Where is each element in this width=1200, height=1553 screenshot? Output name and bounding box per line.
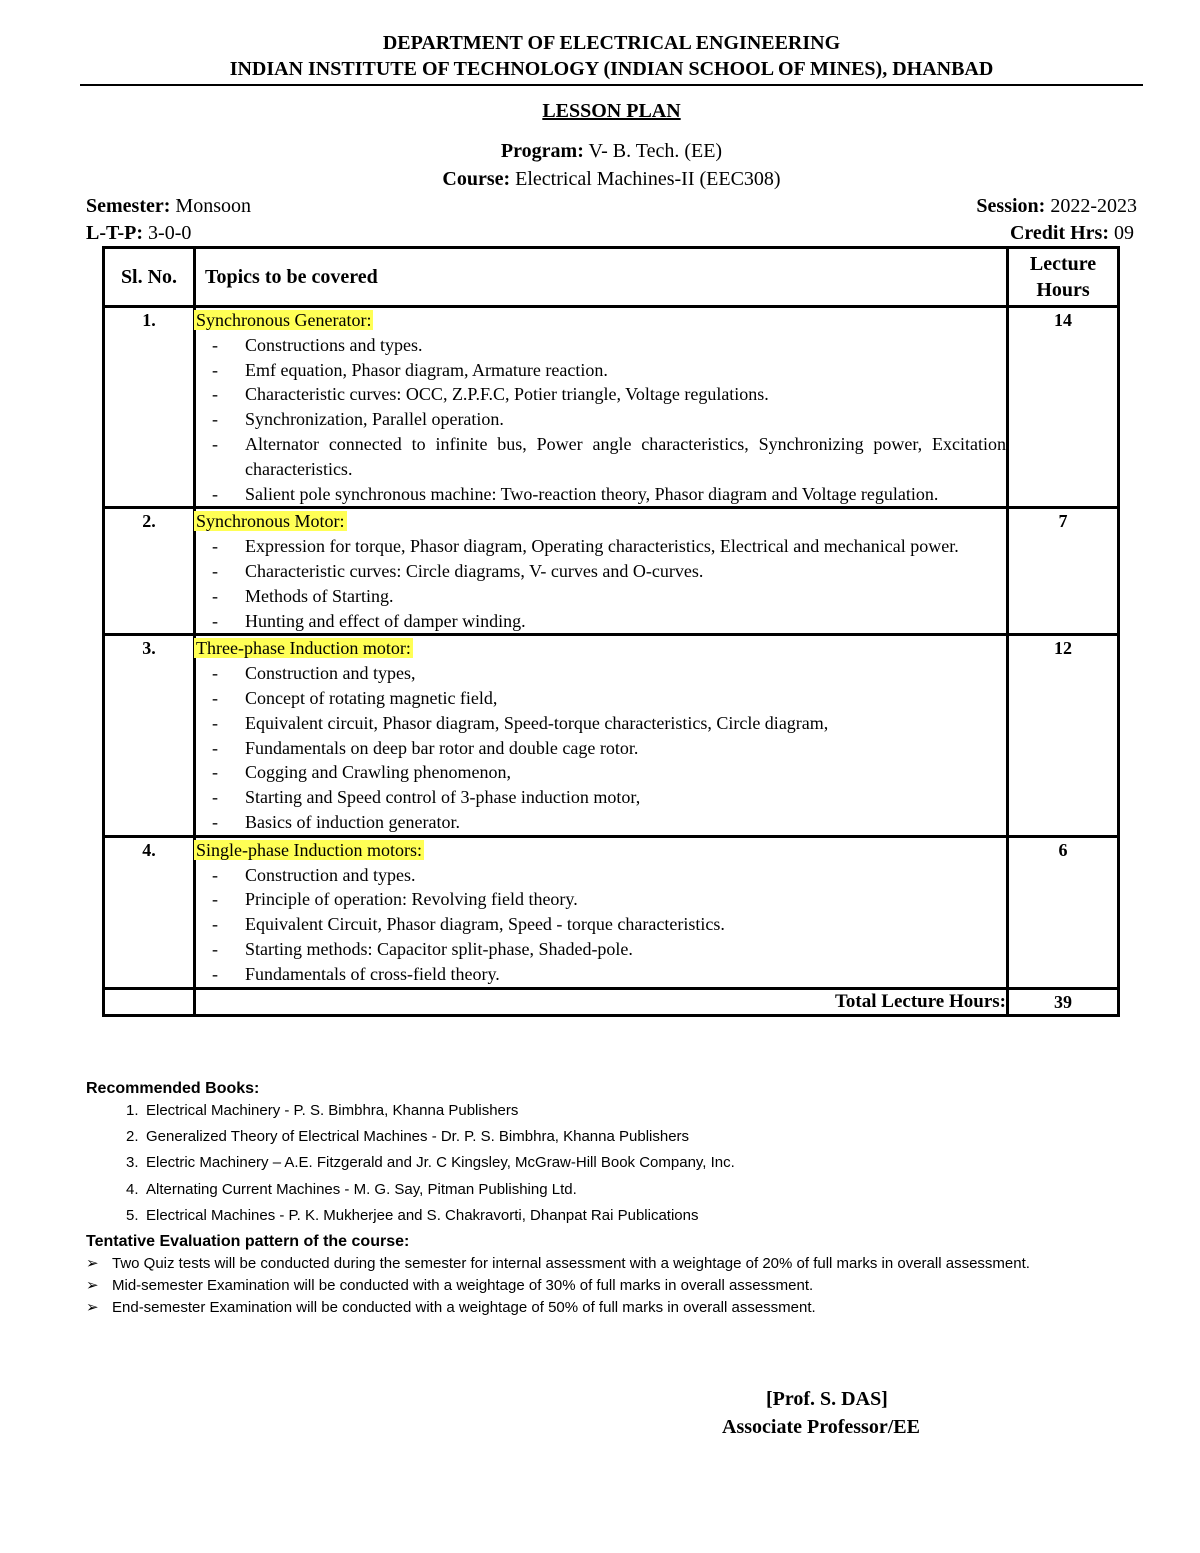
credit-line bbox=[1010, 220, 1134, 246]
credit-value: 09 bbox=[1109, 222, 1134, 244]
topic-item: - Basics of induction generator. bbox=[196, 810, 1006, 835]
topic-item: - Concept of rotating magnetic field, bbox=[196, 686, 1006, 711]
header-hours-line2: Hours bbox=[1036, 279, 1090, 301]
row-topics bbox=[195, 508, 1008, 635]
total-empty-cell bbox=[104, 988, 195, 1016]
table-row bbox=[104, 307, 1119, 508]
topic-item: - Constructions and types. bbox=[196, 333, 1006, 358]
row-hours: 7 bbox=[1008, 508, 1119, 635]
session-line bbox=[976, 193, 1137, 219]
book-number: 2. bbox=[126, 1128, 139, 1146]
evaluation-item: ➢ Mid-semester Examination will be conducted with a weightage of 30% of full marks in overall assessment. bbox=[86, 1275, 1138, 1297]
topic-item: - Construction and types, bbox=[196, 661, 1006, 686]
row-number: 3. bbox=[104, 635, 195, 836]
table-body bbox=[104, 307, 1119, 989]
topic-items bbox=[196, 863, 1006, 987]
row-topics bbox=[195, 635, 1008, 836]
row-topics bbox=[195, 836, 1008, 988]
header-hours-line1: Lecture bbox=[1029, 253, 1097, 275]
topic-item: - Fundamentals of cross-field theory. bbox=[196, 962, 1006, 987]
header-lecture-hours bbox=[1008, 248, 1119, 307]
topic-item: - Equivalent circuit, Phasor diagram, Speed-torque characteristics, Circle diagram, bbox=[196, 711, 1006, 736]
session-label: Session: bbox=[976, 195, 1046, 217]
table-header-row bbox=[104, 248, 1119, 307]
topic-title: Single-phase Induction motors: bbox=[196, 839, 422, 860]
book-title: Alternating Current Machines - M. G. Say, Pitman Publishing Ltd. bbox=[146, 1180, 577, 1198]
header-divider bbox=[80, 84, 1143, 86]
topic-item: - Alternator connected to infinite bus, Power angle characteristics, Synchronizing power, Excitation characteristics. bbox=[196, 432, 1006, 482]
topic-items bbox=[196, 661, 1006, 835]
book-number: 4. bbox=[126, 1180, 139, 1198]
book-item bbox=[86, 1126, 735, 1152]
session-value: 2022-2023 bbox=[1045, 195, 1137, 217]
topic-item: - Emf equation, Phasor diagram, Armature reaction. bbox=[196, 358, 1006, 383]
topic-item: - Hunting and effect of damper winding. bbox=[196, 609, 1006, 634]
book-title: Electrical Machines - P. K. Mukherjee and S. Chakravorti, Dhanpat Rai Publications bbox=[146, 1206, 699, 1224]
evaluation-list bbox=[86, 1253, 1138, 1319]
evaluation-item: ➢ Two Quiz tests will be conducted during the semester for internal assessment with a weightage of 20% of full marks in overall assessment. bbox=[86, 1253, 1138, 1275]
ltp-value: 3-0-0 bbox=[143, 222, 192, 244]
signatory-name: [Prof. S. DAS] bbox=[766, 1388, 888, 1410]
row-topics bbox=[195, 307, 1008, 508]
table-row bbox=[104, 635, 1119, 836]
table-row bbox=[104, 836, 1119, 988]
row-hours: 14 bbox=[1008, 307, 1119, 508]
topic-item: - Cogging and Crawling phenomenon, bbox=[196, 760, 1006, 785]
semester-label: Semester: bbox=[86, 195, 171, 217]
topic-item: - Fundamentals on deep bar rotor and double cage rotor. bbox=[196, 736, 1006, 761]
institute-heading: INDIAN INSTITUTE OF TECHNOLOGY (INDIAN SCHOOL OF MINES), DHANBAD bbox=[229, 58, 994, 80]
row-number: 4. bbox=[104, 836, 195, 988]
topic-item: - Starting methods: Capacitor split-phase, Shaded-pole. bbox=[196, 937, 1006, 962]
topic-items bbox=[196, 333, 1006, 507]
total-row bbox=[104, 988, 1119, 1016]
topic-title: Three-phase Induction motor: bbox=[196, 638, 411, 659]
book-number: 5. bbox=[126, 1206, 139, 1224]
topic-title: Synchronous Motor: bbox=[196, 511, 345, 532]
semester-line bbox=[86, 193, 251, 219]
topic-item: - Methods of Starting. bbox=[196, 584, 1006, 609]
program-label: Program: bbox=[500, 140, 584, 162]
book-item bbox=[86, 1205, 735, 1231]
topic-item: - Characteristic curves: OCC, Z.P.F.C, Potier triangle, Voltage regulations. bbox=[196, 382, 1006, 407]
department-heading: DEPARTMENT OF ELECTRICAL ENGINEERING bbox=[382, 32, 841, 54]
topic-item: - Synchronization, Parallel operation. bbox=[196, 407, 1006, 432]
header-topics: Topics to be covered bbox=[195, 248, 1008, 307]
program-value: V- B. Tech. (EE) bbox=[583, 140, 723, 162]
topic-items bbox=[196, 534, 1006, 633]
row-number: 1. bbox=[104, 307, 195, 508]
book-title: Electrical Machinery - P. S. Bimbhra, Khanna Publishers bbox=[146, 1102, 519, 1119]
topic-item: - Construction and types. bbox=[196, 863, 1006, 888]
topic-item: - Principle of operation: Revolving field theory. bbox=[196, 887, 1006, 912]
topic-item: - Starting and Speed control of 3-phase induction motor, bbox=[196, 785, 1006, 810]
ltp-line bbox=[86, 220, 191, 246]
course-value: Electrical Machines-II (EEC308) bbox=[510, 168, 781, 190]
book-item bbox=[86, 1179, 735, 1205]
topic-item: - Characteristic curves: Circle diagrams, V- curves and O-curves. bbox=[196, 559, 1006, 584]
doc-title: LESSON PLAN bbox=[542, 100, 681, 122]
total-label: Total Lecture Hours: bbox=[195, 988, 1008, 1016]
row-number: 2. bbox=[104, 508, 195, 635]
semester-value: Monsoon bbox=[170, 195, 251, 217]
signatory-title: Associate Professor/EE bbox=[722, 1416, 920, 1438]
program-line bbox=[80, 138, 1143, 164]
course-label: Course: bbox=[442, 168, 511, 190]
ltp-label: L-T-P: bbox=[86, 222, 144, 244]
book-item bbox=[86, 1152, 735, 1178]
topic-title: Synchronous Generator: bbox=[196, 310, 372, 330]
lesson-plan-table bbox=[102, 246, 1120, 1017]
book-number: 3. bbox=[126, 1154, 139, 1172]
evaluation-item: ➢ End-semester Examination will be conducted with a weightage of 50% of full marks in overall assessment. bbox=[86, 1297, 1138, 1319]
book-number: 1. bbox=[126, 1102, 139, 1119]
row-hours: 12 bbox=[1008, 635, 1119, 836]
books-heading: Recommended Books: bbox=[86, 1080, 260, 1097]
book-title: Electric Machinery – A.E. Fitzgerald and Jr. C Kingsley, McGraw-Hill Book Company, Inc. bbox=[146, 1154, 735, 1172]
topic-item: - Equivalent Circuit, Phasor diagram, Speed - torque characteristics. bbox=[196, 912, 1006, 937]
row-hours: 6 bbox=[1008, 836, 1119, 988]
total-value: 39 bbox=[1008, 988, 1119, 1016]
book-title: Generalized Theory of Electrical Machines - Dr. P. S. Bimbhra, Khanna Publishers bbox=[146, 1128, 690, 1146]
evaluation-heading: Tentative Evaluation pattern of the course: bbox=[86, 1233, 410, 1250]
books-list bbox=[86, 1100, 735, 1231]
table-row bbox=[104, 508, 1119, 635]
course-line bbox=[80, 166, 1143, 192]
book-item bbox=[86, 1100, 735, 1126]
credit-label: Credit Hrs: bbox=[1009, 222, 1109, 244]
header-sl-no: Sl. No. bbox=[104, 248, 195, 307]
topic-item: - Salient pole synchronous machine: Two-reaction theory, Phasor diagram and Voltage regulation. bbox=[196, 482, 1006, 507]
topic-item: - Expression for torque, Phasor diagram, Operating characteristics, Electrical and mechanical power. bbox=[196, 534, 1006, 559]
